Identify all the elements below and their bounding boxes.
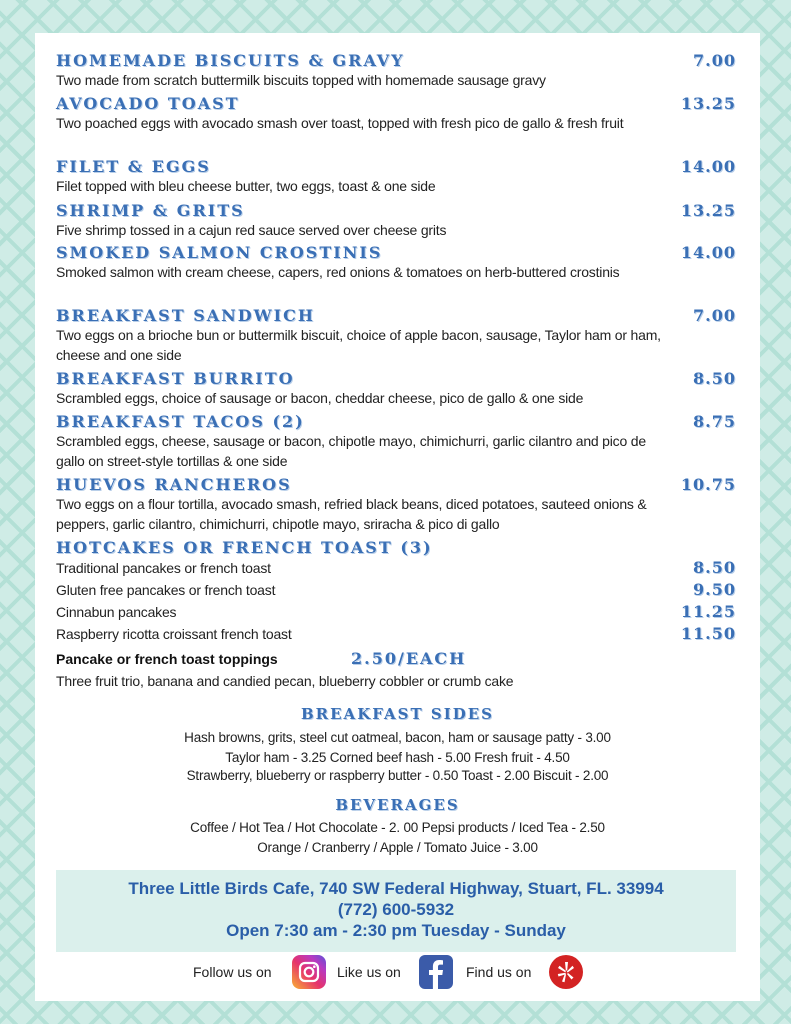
facebook-icon[interactable]	[419, 955, 453, 989]
hotcakes-price: 8.50	[693, 558, 736, 577]
hotcakes-price: 11.25	[680, 602, 736, 621]
hotcakes-line	[56, 580, 741, 602]
item-price: 8.75	[693, 412, 736, 431]
item-description: Two eggs on a brioche bun or buttermilk biscuit, choice of apple bacon, sausage, Taylor ham or ham, cheese and one side	[56, 327, 661, 363]
footer-phone: (772) 600-5932	[337, 900, 455, 919]
sides-line: Taylor ham - 3.25 Corned beef hash - 5.00 Fresh fruit - 4.50	[225, 750, 570, 765]
hotcakes-title: HOTCAKES OR FRENCH TOAST (3)	[56, 538, 433, 557]
item-price: 14.00	[680, 243, 736, 262]
instagram-icon[interactable]	[292, 955, 326, 989]
item-description: Filet topped with bleu cheese butter, two eggs, toast & one side	[56, 178, 436, 194]
item-price: 7.00	[693, 51, 736, 70]
toppings-label: Pancake or french toast toppings	[56, 651, 278, 667]
menu-card	[35, 33, 760, 1001]
beverages-title: BEVERAGES	[335, 796, 460, 814]
item-price: 13.25	[680, 201, 736, 220]
item-description: Two made from scratch buttermilk biscuits topped with homemade sausage gravy	[56, 72, 546, 88]
item-description: Scrambled eggs, cheese, sausage or bacon, chipotle mayo, chimichurri, garlic cilantro and pico de gallo on street-style tortillas & one side	[56, 433, 646, 469]
item-name: SHRIMP & GRITS	[56, 201, 245, 220]
follow-label: Follow us on	[193, 964, 272, 980]
item-price: 7.00	[693, 306, 736, 325]
item-name: HUEVOS RANCHEROS	[56, 475, 292, 494]
yelp-icon[interactable]	[549, 955, 583, 989]
item-price: 10.75	[680, 475, 736, 494]
footer-info	[56, 870, 736, 952]
beverages-line: Orange / Cranberry / Apple / Tomato Juice - 3.00	[257, 840, 538, 855]
like-label: Like us on	[337, 964, 401, 980]
footer-address: Three Little Birds Cafe, 740 SW Federal Highway, Stuart, FL. 33994	[128, 879, 664, 898]
item-name: SMOKED SALMON CROSTINIS	[56, 243, 383, 262]
item-price: 8.50	[693, 369, 736, 388]
hotcakes-line	[56, 558, 741, 580]
item-name: BREAKFAST BURRITO	[56, 369, 295, 388]
item-name: FILET & EGGS	[56, 157, 211, 176]
toppings-description: Three fruit trio, banana and candied pecan, blueberry cobbler or crumb cake	[56, 673, 514, 689]
item-name: AVOCADO TOAST	[56, 94, 240, 113]
footer-hours: Open 7:30 am - 2:30 pm Tuesday - Sunday	[226, 921, 566, 940]
hotcakes-line	[56, 624, 741, 646]
sides-line: Hash browns, grits, steel cut oatmeal, bacon, ham or sausage patty - 3.00	[184, 730, 611, 745]
item-description: Smoked salmon with cream cheese, capers, red onions & tomatoes on herb-buttered crostinis	[56, 264, 620, 280]
sides-title: BREAKFAST SIDES	[300, 705, 494, 723]
find-label: Find us on	[466, 964, 532, 980]
item-description: Five shrimp tossed in a cajun red sauce served over cheese grits	[56, 222, 447, 238]
item-price: 13.25	[680, 94, 736, 113]
item-name: BREAKFAST TACOS (2)	[56, 412, 305, 431]
social-row	[35, 953, 760, 993]
hotcakes-label: Gluten free pancakes or french toast	[56, 582, 276, 598]
hotcakes-label: Traditional pancakes or french toast	[56, 560, 271, 576]
item-price: 14.00	[680, 157, 736, 176]
hotcakes-label: Cinnabun pancakes	[56, 604, 177, 620]
item-name: BREAKFAST SANDWICH	[56, 306, 315, 325]
hotcakes-price: 9.50	[693, 580, 736, 599]
hotcakes-line	[56, 602, 741, 624]
hotcakes-price: 11.50	[680, 624, 736, 643]
beverages-line: Coffee / Hot Tea / Hot Chocolate - 2. 00 Pepsi products / Iced Tea - 2.50	[190, 820, 605, 835]
item-name: HOMEMADE BISCUITS & GRAVY	[56, 51, 405, 70]
item-description: Two eggs on a flour tortilla, avocado smash, refried black beans, diced potatoes, sauteed onions & peppers, garlic cilantro, chimichurri, chipotle mayo, sriracha & pico di gallo	[56, 496, 647, 532]
toppings-price: 2.50/EACH	[351, 649, 467, 668]
sides-line: Strawberry, blueberry or raspberry butter - 0.50 Toast - 2.00 Biscuit - 2.00	[186, 768, 609, 783]
item-description: Scrambled eggs, choice of sausage or bacon, cheddar cheese, pico de gallo & one side	[56, 390, 584, 406]
item-description: Two poached eggs with avocado smash over toast, topped with fresh pico de gallo & fresh fruit	[56, 115, 624, 131]
hotcakes-label: Raspberry ricotta croissant french toast	[56, 626, 292, 642]
